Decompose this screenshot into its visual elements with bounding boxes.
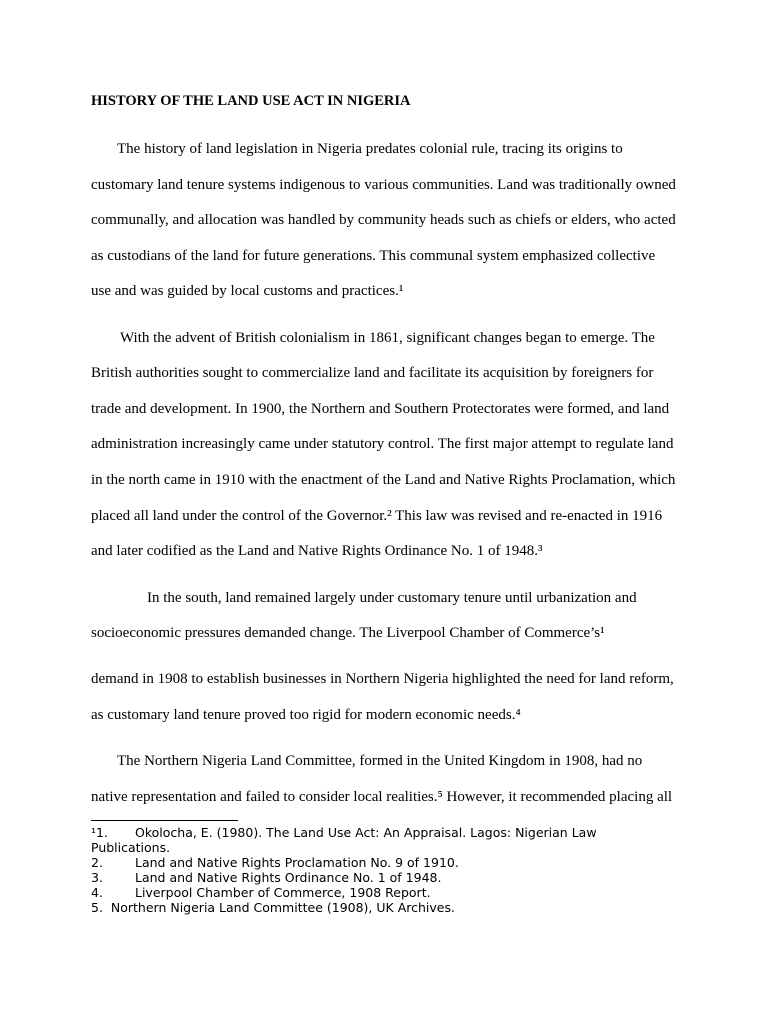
footnote-text: Okolocha, E. (1980). The Land Use Act: An Appraisal. Lagos: Nigerian Law — [135, 825, 597, 840]
paragraph-2-line-7: and later codified as the Land and Native Rights Ordinance No. 1 of 1948.³ — [91, 543, 543, 559]
footnote-number: 3. — [91, 870, 103, 885]
paragraph-1-line-3: communally, and allocation was handled by community heads such as chiefs or elders, who acted — [91, 212, 676, 228]
paragraph-2-line-1: With the advent of British colonialism in 1861, significant changes began to emerge. The — [120, 330, 655, 346]
footnote-number: 5. — [91, 900, 103, 915]
footnote-3 — [91, 870, 441, 885]
footnote-number: 4. — [91, 885, 103, 900]
footnote-text: Liverpool Chamber of Commerce, 1908 Report. — [135, 885, 431, 900]
paragraph-4-line-2: as customary land tenure proved too rigid for modern economic needs.⁴ — [91, 707, 521, 723]
paragraph-3-line-2: socioeconomic pressures demanded change. The Liverpool Chamber of Commerce’s¹ — [91, 625, 605, 641]
footnote-text: Northern Nigeria Land Committee (1908), UK Archives. — [110, 900, 455, 915]
paragraph-1-line-5: use and was guided by local customs and practices.¹ — [91, 283, 404, 299]
paragraph-5-line-1: The Northern Nigeria Land Committee, formed in the United Kingdom in 1908, had no — [117, 753, 643, 769]
footnote-number: 2. — [91, 855, 103, 870]
paragraph-1-line-1: The history of land legislation in Nigeria predates colonial rule, tracing its origins to — [117, 141, 623, 157]
paragraph-5-line-2: native representation and failed to consider local realities.⁵ However, it recommended placing all — [91, 789, 673, 805]
paragraph-2-line-3: trade and development. In 1900, the Northern and Southern Protectorates were formed, and land — [91, 401, 670, 417]
paragraph-4-line-1: demand in 1908 to establish businesses in Northern Nigeria highlighted the need for land reform, — [91, 671, 674, 687]
footnote-text: Land and Native Rights Ordinance No. 1 of 1948. — [135, 870, 442, 885]
paragraph-2-line-4: administration increasingly came under statutory control. The first major attempt to regulate land — [91, 436, 674, 452]
footnote-separator — [91, 820, 238, 821]
footnote-5 — [91, 900, 455, 915]
paragraph-3-line-1: In the south, land remained largely under customary tenure until urbanization and — [147, 590, 637, 606]
footnote-2 — [91, 855, 459, 870]
paragraph-2-line-5: in the north came in 1910 with the enactment of the Land and Native Rights Proclamation, which — [91, 472, 676, 488]
paragraph-2-line-6: placed all land under the control of the Governor.² This law was revised and re-enacted in 1916 — [91, 508, 663, 524]
footnote-4 — [91, 885, 431, 900]
footnote-text: Land and Native Rights Proclamation No. 9 of 1910. — [135, 855, 459, 870]
paragraph-1-line-4: as custodians of the land for future generations. This communal system emphasized collective — [91, 248, 656, 264]
footnote-1-continued — [91, 840, 170, 855]
footnote-text: Publications. — [91, 840, 171, 855]
paragraph-2-line-2: British authorities sought to commercialize land and facilitate its acquisition by foreigners for — [91, 365, 654, 381]
page-title: HISTORY OF THE LAND USE ACT IN NIGERIA — [91, 93, 411, 109]
paragraph-1-line-2: customary land tenure systems indigenous to various communities. Land was traditionally owned — [91, 177, 676, 193]
footnote-number: ¹1. — [91, 825, 108, 840]
footnote-1 — [91, 825, 597, 840]
